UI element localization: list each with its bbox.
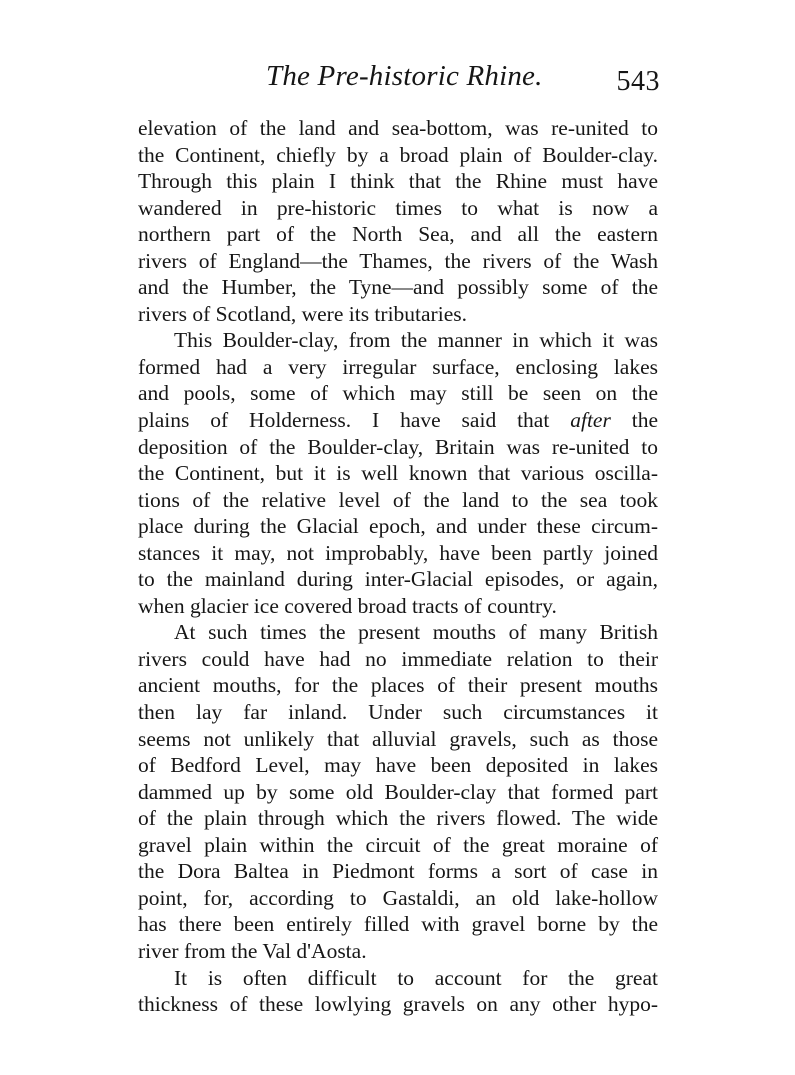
text-line [138,407,658,434]
text-line: This Boulder-clay, from the manner in which it was [174,328,658,353]
text-line: stances it may, not improbably, have been partly joined [138,540,658,565]
text-line: to the mainland during inter-Glacial episodes, or again, [138,567,658,592]
text-line: river from the Val d'Aosta. [138,938,367,963]
page-number: 543 [616,66,660,97]
emphasis-word: after [570,408,611,433]
text-line: has there been entirely filled with gravel borne by the [138,912,658,937]
text-fragment: plains of Holderness. I have said that [138,408,571,433]
text-line: of Bedford Level, may have been deposited in lakes [138,753,658,778]
body-text [138,115,658,1018]
text-line: rivers could have had no immediate relation to their [138,646,658,671]
text-line: then lay far inland. Under such circumstances it [138,700,658,725]
text-line: northern part of the North Sea, and all the eastern [138,222,658,247]
text-line: wandered in pre-historic times to what is now a [138,195,658,220]
text-line: when glacier ice covered broad tracts of country. [138,593,557,618]
text-line: and pools, some of which may still be seen on the [138,381,658,406]
text-line: the Continent, but it is well known that various oscilla- [138,461,658,486]
text-line: At such times the present mouths of many British [174,620,658,645]
text-line: rivers of Scotland, were its tributaries. [138,301,467,326]
text-line: the Dora Baltea in Piedmont forms a sort of case in [138,859,658,884]
text-line: deposition of the Boulder-clay, Britain was re-united to [138,434,658,459]
text-line: elevation of the land and sea-bottom, was re-united to [138,116,658,140]
text-line: thickness of these lowlying gravels on any other hypo- [138,992,658,1017]
text-line: seems not unlikely that alluvial gravels, such as those [138,726,658,751]
text-line: point, for, according to Gastaldi, an old lake-hollow [138,885,658,910]
text-line: ancient mouths, for the places of their present mouths [138,673,658,698]
text-line: rivers of England—the Thames, the rivers of the Wash [138,248,658,273]
text-line: Through this plain I think that the Rhine must have [138,169,658,194]
text-line: the Continent, chiefly by a broad plain of Boulder-clay. [138,142,658,167]
text-line: dammed up by some old Boulder-clay that formed part [138,779,658,804]
text-line: place during the Glacial epoch, and under these circum- [138,514,658,539]
text-line: formed had a very irregular surface, enclosing lakes [138,354,658,379]
text-line: tions of the relative level of the land to the sea took [138,487,658,512]
text-fragment: the [610,408,658,433]
text-line: It is often difficult to account for the great [174,965,658,990]
running-title: The Pre-historic Rhine. [266,60,543,92]
text-line: of the plain through which the rivers flowed. The wide [138,806,658,831]
text-line: gravel plain within the circuit of the great moraine of [138,832,658,857]
running-head [138,60,660,102]
text-line: and the Humber, the Tyne—and possibly some of the [138,275,658,300]
